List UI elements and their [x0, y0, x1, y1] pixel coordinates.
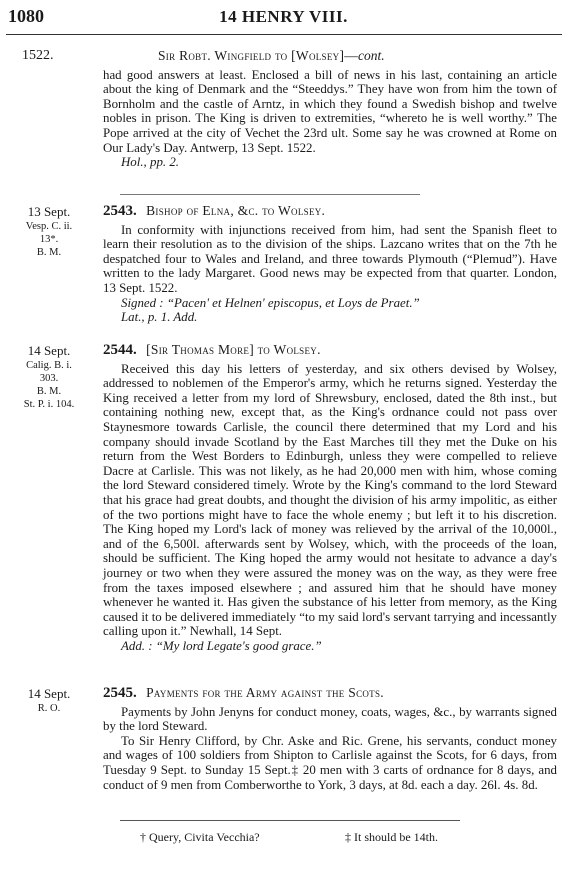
entry-heading-text: [Sir Thomas More] to Wolsey.: [146, 342, 321, 357]
footnote: ‡ It should be 14th.: [345, 830, 438, 844]
entry-number: 2544.: [103, 342, 137, 358]
entry-heading: [103, 204, 557, 219]
margin-ref: St. P. i. 104.: [23, 399, 75, 410]
entry-heading-text: Bishop of Elna, &c. to Wolsey.: [146, 203, 326, 218]
entry-signed: Signed : “Pacen' et Helnen' episcopus, et Loys de Praet.”: [121, 295, 420, 310]
entry-heading-text: Payments for the Army against the Scots.: [146, 685, 384, 700]
margin-year: 1522.: [22, 48, 54, 63]
entry-paragraph: Received this day his letters of yesterday, and six others devised by Wolsey, addressed to noblemen of the Emperor's army, which he returns signed. Yesterday the King received a letter from my lord of Shrewsbury, enclosed, dated the 8th inst., but containing nothing new, except that, as the King's ordnance could not pass over Staynesmore towards Carlisle, the council there determined that my Lord and his company should invade Scotland by the East Marches till they met the Duke on his return from the West Borders to Edinburgh, unless they were compelled to relieve Dacre at Carlisle. This was not likely, as he had 20,000 men with him, whose coming the lord Steward considered timely. Wrote by the King's command to the lord Steward that his grace had great doubts, and thought the division of his army impolitic, as either of the two portions might have to face the whole enemy ; but left it to his discretion. The King hoped my Lord's lack of money was relieved by the arrival of the 10,000l., and of the 6,500l. afterwards sent by Wolsey, which, with the proceeds of the loan, should be sufficient. The King hoped the army would not hesitate to advance a day's journey or two when they were assured the money was on the way, as they were free from the taxes imposed elsewhere ; and assured him that he should have money whenever he wanted it. Has given the substance of his letter from memory, as the King caused it to be delivered immediately “to my said lord's servant tarrying and incessantly calling upon it.” Newhall, 14 Sept.: [103, 361, 557, 639]
section-divider: [120, 194, 420, 195]
entry-tail: Lat., p. 1. Add.: [121, 310, 198, 325]
entry-paragraph: had good answers at least. Enclosed a bill of news in his last, containing an article about the king of Denmark and the “Steeddys.” They have won from him the town of Bornholm and the castle of Arntz, in which they found a Swedish bishop and twelve nobles in prison. The King is driven to extremities, “whereto he is well worthy.” The Pope arrived at the city of Vechet the 23rd ult. Some say he was crowned at Rome on Our Lady's Day. Antwerp, 13 Sept. 1522.: [103, 67, 557, 155]
margin-ref: 13*.: [39, 234, 59, 245]
entry-tail: Hol., pp. 2.: [121, 155, 180, 170]
entry-date: 13 Sept.: [27, 204, 71, 219]
entry-margin: [8, 204, 90, 259]
footnote-rule: [120, 820, 460, 821]
entry-number: 2543.: [103, 203, 137, 219]
entry-heading: [158, 49, 557, 64]
footnote: † Query, Civita Vecchia?: [140, 830, 260, 844]
entry-date: 14 Sept.: [27, 686, 71, 701]
margin-ref: 303.: [39, 373, 59, 384]
margin-ref: R. O.: [37, 703, 61, 714]
entry-body: [103, 686, 557, 792]
margin-ref: Calig. B. i.: [26, 360, 72, 371]
entry-tail: Add. : “My lord Legate's good grace.”: [121, 638, 322, 653]
page-number: 1080: [8, 6, 44, 26]
entry-heading-text: Sir Robt. Wingfield to [Wolsey]—: [158, 48, 359, 63]
entry-margin: [8, 686, 90, 715]
entry-body: [103, 49, 557, 170]
entry-heading: [103, 686, 557, 701]
entry-paragraph: To Sir Henry Clifford, by Chr. Aske and Ric. Grene, his servants, conduct money and wages of 100 soldiers from Shipton to Carlisle against the Scots, for 6 days, from Tuesday 9 Sept. to Sunday 15 Sept.‡ 20 men with 3 carts of ordnance for 8 days, and conduct of 9 men from Comberworthe to York, 3 days, at 8d. each a day. 26l. 4s. 8d.: [103, 733, 557, 792]
entry-margin: [8, 343, 90, 411]
entry-number: 2545.: [103, 685, 137, 701]
running-title: 14 HENRY VIII.: [219, 7, 348, 26]
margin-ref: B. M.: [36, 386, 62, 397]
header-rule: [6, 34, 562, 35]
entry-paragraph: Payments by John Jenyns for conduct money, coats, wages, &c., by warrants signed by the lord Steward.: [103, 704, 557, 734]
entry-heading-suffix: cont.: [358, 48, 385, 63]
margin-ref: Vesp. C. ii.: [25, 221, 73, 232]
margin-ref: B. M.: [36, 247, 62, 258]
entry-body: [103, 343, 557, 653]
entry-body: [103, 204, 557, 325]
page-header: [0, 6, 567, 34]
entry-date: 14 Sept.: [27, 343, 71, 358]
entry-heading: [103, 343, 557, 358]
entry-paragraph: In conformity with injunctions received from him, had sent the Spanish fleet to learn their resolution as to the division of the ships. Lazcano writes that on the 7th he despatched four to Wales and Ireland, and three towards Plymouth (“Plemud”). Have written to the lady Margaret. Good news may be expected from that quarter. London, 13 Sept. 1522.: [103, 222, 557, 295]
